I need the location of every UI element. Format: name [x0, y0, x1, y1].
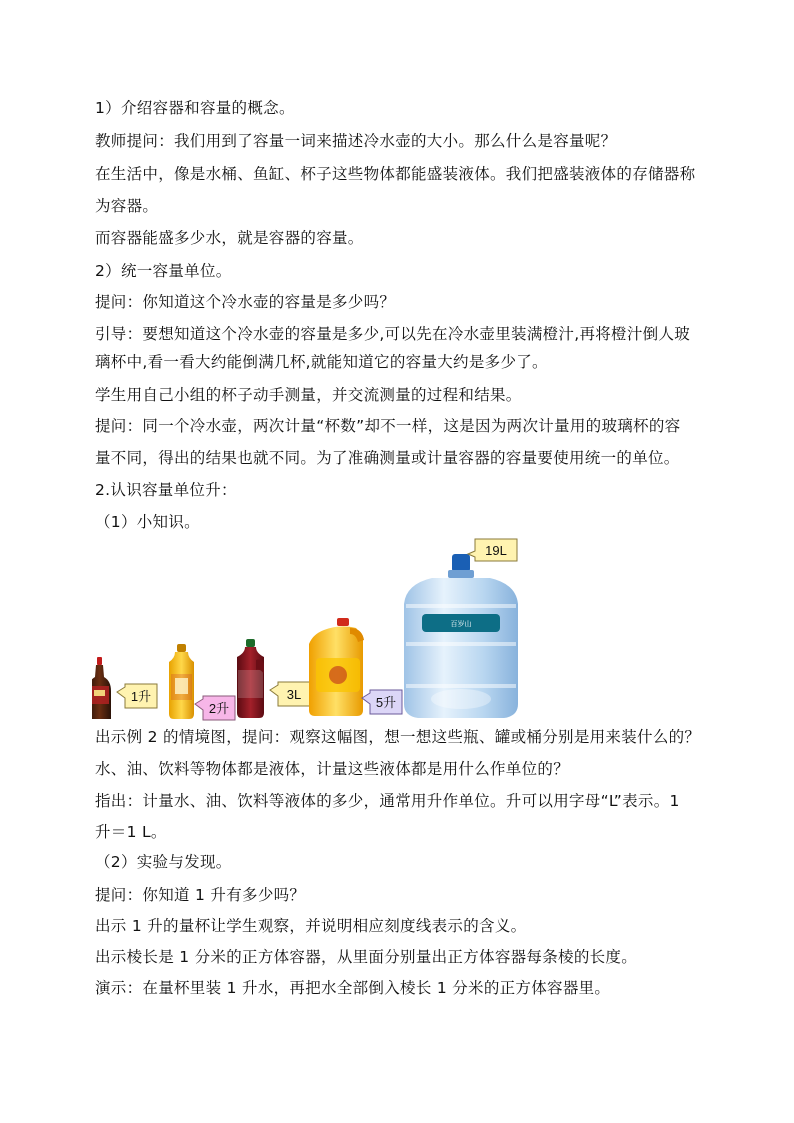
- tag-19-liter: [468, 539, 517, 561]
- tag-5-liter: [362, 690, 402, 714]
- text-line: 提问：同一个冷水壶，两次计量“杯数”却不一样，这是因为两次计量用的玻璃杯的容: [95, 417, 681, 435]
- text-line: （2）实验与发现。: [95, 853, 232, 871]
- oil-bottle-2l-image: [169, 644, 194, 719]
- text-line: 璃杯中,看一看大约能倒满几杯,就能知道它的容量大约是多少了。: [95, 353, 548, 371]
- water-barrel-image: [404, 554, 518, 718]
- soy-sauce-bottle-image: [92, 657, 111, 719]
- text-line: 出示棱长是 1 分米的正方体容器，从里面分别量出正方体容器每条棱的长度。: [95, 948, 638, 966]
- text-line: 学生用自己小组的杯子动手测量，并交流测量的过程和结果。: [95, 386, 522, 404]
- water-brand-label: 百岁山: [450, 621, 472, 628]
- oil-jug-5l-image: [309, 618, 364, 716]
- tag-1-liter-label: 1升: [130, 689, 152, 704]
- text-line: （1）小知识。: [95, 513, 200, 531]
- tag-1-liter: [117, 684, 157, 708]
- text-line: 量不同，得出的结果也就不同。为了准确测量或计量容器的容量要使用统一的单位。: [95, 449, 680, 467]
- text-line: 而容器能盛多少水，就是容器的容量。: [95, 229, 364, 247]
- text-line: 2.认识容量单位升：: [95, 481, 237, 499]
- tag-5-liter-label: 5升: [375, 695, 397, 710]
- text-line: 在生活中，像是水桶、鱼缸、杯子这些物体都能盛装液体。我们把盛装液体的存储器称: [95, 165, 696, 183]
- text-line: 出示 1 升的量杯让学生观察，并说明相应刻度线表示的含义。: [95, 917, 527, 935]
- text-line: 教师提问：我们用到了容量一词来描述冷水壶的大小。那么什么是容量呢？: [95, 132, 617, 150]
- text-line: 引导：要想知道这个冷水壶的容量是多少,可以先在冷水壶里装满橙汁,再将橙汁倒人玻: [95, 325, 691, 343]
- juice-bottle-image: [237, 639, 264, 718]
- text-line: 为容器。: [95, 197, 159, 215]
- tag-3-liter: [270, 682, 310, 706]
- tag-19-liter-label: 19L: [485, 543, 507, 558]
- text-line: 出示例 2 的情境图，提问：观察这幅图，想一想这些瓶、罐或桶分别是用来装什么的？: [95, 728, 701, 746]
- text-line: 2）统一容量单位。: [95, 262, 232, 280]
- tag-3-liter-label: 3L: [286, 687, 302, 702]
- tag-2-liter: [195, 696, 235, 720]
- text-line: 1）介绍容器和容量的概念。: [95, 99, 295, 117]
- containers-illustration: [92, 534, 522, 724]
- text-line: 水、油、饮料等物体都是液体，计量这些液体都是用什么作单位的？: [95, 760, 570, 778]
- text-line: 演示：在量杯里装 1 升水，再把水全部倒入棱长 1 分米的正方体容器里。: [95, 979, 611, 997]
- tag-2-liter-label: 2升: [208, 701, 230, 716]
- text-line: 提问：你知道 1 升有多少吗？: [95, 886, 306, 904]
- text-line: 提问：你知道这个冷水壶的容量是多少吗？: [95, 293, 396, 311]
- text-line: 升＝1 L。: [95, 823, 167, 841]
- text-line: 指出：计量水、油、饮料等液体的多少，通常用升作单位。升可以用字母“L”表示。1: [95, 792, 680, 810]
